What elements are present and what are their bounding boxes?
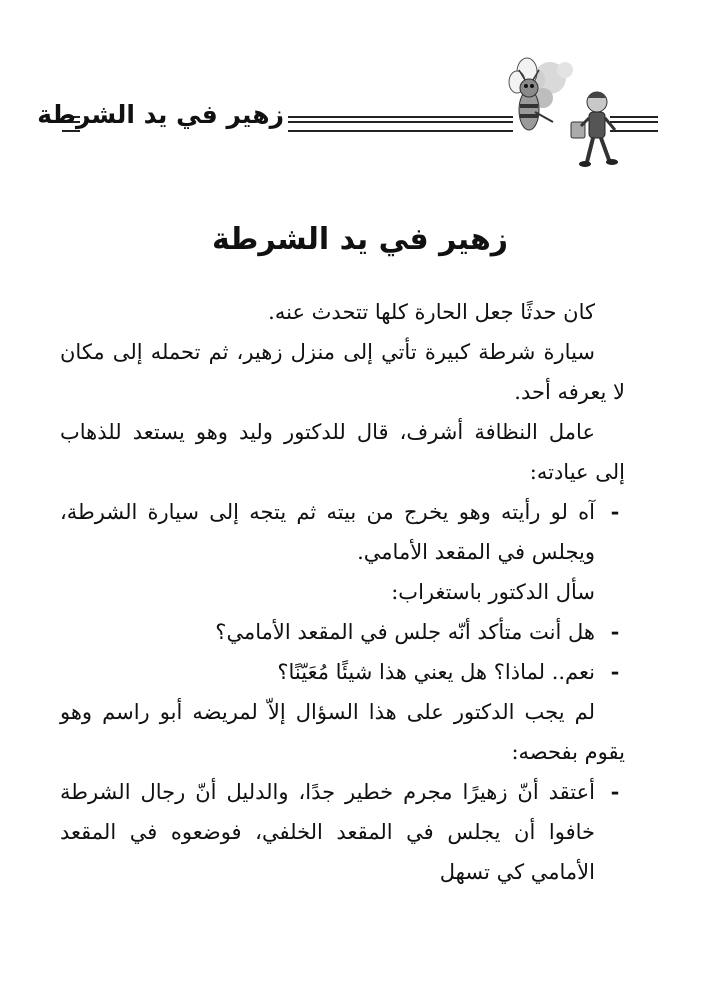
dialogue-dash: - xyxy=(610,779,620,804)
dialogue-line xyxy=(60,612,625,652)
running-header-title: زهير في يد الشرطة xyxy=(37,100,284,129)
dialogue-text: أعتقد أنّ زهيرًا مجرم خطير جدًا، والدليل أنّ رجال الشرطة خافوا أن يجلس في المقعد الخلفي، فوضعوه في المقعد الأمامي كي تسهل xyxy=(60,780,595,884)
dialogue-line xyxy=(60,492,625,572)
dialogue-dash: - xyxy=(610,499,620,524)
dialogue-text: آه لو رأيته وهو يخرج من بيته ثم يتجه إلى سيارة الشرطة، ويجلس في المقعد الأمامي. xyxy=(60,500,595,564)
running-header xyxy=(0,40,720,170)
dialogue-text: نعم.. لماذا؟ هل يعني هذا شيئًا مُعَيّنًا؟ xyxy=(277,660,595,684)
dialogue-text: هل أنت متأكد أنّه جلس في المقعد الأمامي؟ xyxy=(215,620,595,644)
bee-and-boy-illustration xyxy=(505,50,620,170)
paragraph: لم يجب الدكتور على هذا السؤال إلاّ لمريضه أبو راسم وهو يقوم بفحصه: xyxy=(60,700,625,764)
paragraph: كان حدثًا جعل الحارة كلها تتحدث عنه. xyxy=(268,300,595,324)
header-decorative-lines-middle xyxy=(288,116,513,132)
paragraph: سيارة شرطة كبيرة تأتي إلى منزل زهير، ثم تحمله إلى مكان لا يعرفه أحد. xyxy=(60,340,625,404)
story-body xyxy=(60,292,625,892)
dialogue-line xyxy=(60,772,625,892)
dialogue-line xyxy=(60,652,625,692)
dialogue-dash: - xyxy=(610,659,620,684)
chapter-title: زهير في يد الشرطة xyxy=(211,222,509,257)
paragraph: سأل الدكتور باستغراب: xyxy=(391,580,595,604)
paragraph: عامل النظافة أشرف، قال للدكتور وليد وهو يستعد للذهاب إلى عيادته: xyxy=(60,420,625,484)
dialogue-dash: - xyxy=(610,619,620,644)
